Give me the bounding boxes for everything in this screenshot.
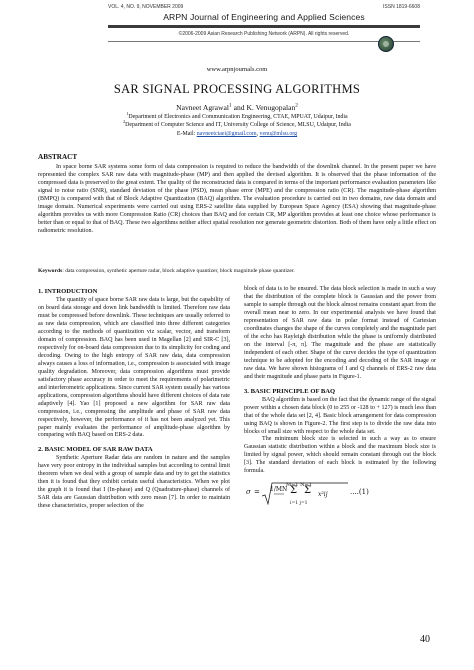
journal-name: ARPN Journal of Engineering and Applied Sciences (163, 12, 365, 22)
keywords-text: : data compression, synthetic aperture radar, block adaptive quantizer, block magnitude phase quantizer. (62, 268, 295, 274)
abstract-body: In space borne SAR systems some form of data compression is required to reduce the bandwidth of the downlink channel. In the present paper we have represented the complex SAR raw data with magnitude-phase (MP) and then applied the devised algorithm. It is observed that the phase information of the compressed data is preserved to the great extent. The quality of the reconstructed data is compared in terms of the important performance evaluation parameters like signal to noise ratio (SNR), standard deviation of the phase (PSD), mean phase error (MPE) and the compression ratio (CR). The magnitude-phase algorithm (BMPQ) is compared with that of Block Adaptive Quantization (BAQ) algorithm. The evaluation procedure is carried out in two domains, raw data domain and image domain. Numerical experiments were carried out using ERS-2 satellite data supplied by European Space Agency (ESA) showing that magnitude-phase algorithm provides us with more Compression Ratio (CR) choices than BAQ and for certain CR, MP algorithm provides at least one choice whose performance is better than or equal to that of BAQ. These two algorithms neither affect spatial resolution nor generate geometric distortion. Both of them have only a little effect on radiometric resolution. (38, 164, 436, 235)
affiliation-1 (0, 111, 474, 120)
header-rule-thin (108, 41, 420, 42)
right-column (244, 286, 436, 508)
section-3-heading: 3. BASIC PRINCIPLE OF BAQ (244, 387, 336, 395)
affiliation-2 (0, 119, 474, 128)
author-separator: and K. Venugopalan (231, 103, 296, 112)
formula-lhs: σ (246, 488, 251, 497)
email-link-2[interactable]: venu@mlsu.org (259, 131, 298, 137)
header-rule (108, 25, 420, 28)
author-2-sup: 2 (295, 102, 298, 109)
email-label: E-Mail: (176, 131, 197, 137)
journal-website[interactable]: www.arpnjournals.com (206, 66, 268, 73)
affiliation-2-sup: 2 (123, 119, 126, 125)
affiliation-1-text: Department of Electronics and Communication Engineering, CTAE, MPUAT, Udaipur, India (128, 114, 348, 120)
affiliation-1-sup: 1 (126, 111, 129, 117)
issn-info: ISSN 1819-6608 (383, 4, 420, 10)
author-1: Navneet Agrawal (176, 103, 230, 112)
header-meta-row (108, 4, 420, 10)
email-link-1[interactable]: navneetctaei@gmail.com (196, 131, 257, 137)
left-column (38, 286, 230, 511)
keywords-line (38, 268, 436, 275)
section-2-continuation: block of data is to be ensured. The data block selection is made in such a way that the distribution of the complete block is Gaussian and the power from sample to sample through out the block almost remains constant apart from the overall mean near to zero. In our experimental analysis we have found that representation of SAR raw data in polar format instead of Cartesian coordinates changes the shape of the curves completely and the magnitude part of the echo has Rayleigh distribution while the phase is uniformly distributed on the interval [-π, π]. The magnitude and the phase are statistically independent of each other. Shape of the curve decides the type of quantization technique to be adopted for the encoding and decoding of the SAR image or raw data. We have shown histograms of I and Q channels of ERS-2 raw data and their magnitude and phase parts in Figure-1. (244, 286, 436, 380)
email-line (0, 131, 474, 137)
formula-lower-limits: i=1 j=1 (290, 501, 308, 507)
section-1-body: The quantity of space borne SAR raw data is large, but the capability of on board data storage and down link bandwidth is limited. Therefore raw data must be compressed before downlink. These techniques are usually referred to as raw data compression, which are classified into three different categories according to the methods of quantization viz scalar, vector, and transform domain of compression. BAQ has been used in Magellan [2] and SIR-C [3], respectively for on-board data compression due to its simplicity for coding and decoding. Owing to the high entropy of SAR raw data, data compression always causes a loss of information, i.e., compression is associated with image quality degradation. Moreover, data compression algorithms must provide satisfactory phase accuracy in order to meet the requirements of polarimetric and interferometric applications. Since current SAR system usually has various applications, compression algorithms should have different choices of data rate adaptively [4]. Yao [1] proposed a new algorithm for SAR raw data compression, i.e., compressing the amplitude and phase of SAR raw data respectively, however, the performance of it has not been analyzed yet. This paper mainly evaluates the performance of amplitude-phase algorithm by comparing with BAQ based on ERS-2 data. (38, 297, 230, 439)
section-2-body: Synthetic Aperture Radar data are random in nature and the samples have very poor entropy in the individual samples but according to central limit theorem when we deal with a group of sample data and try to get the statistics then it is found that they exhibit certain useful characteristics. When we plot the graph it is found that I (In-phase) and Q (Quadrature-phase) channels of SAR data are Gaussian distribution with zero mean [7]. In order to maintain these characteristics, proper selection of the (38, 455, 230, 510)
copyright-notice: ©2006-2009 Asian Research Publishing Network (ARPN). All rights reserved. (178, 31, 350, 37)
keywords-label: Keywords (38, 268, 63, 274)
author-1-sup: 1 (229, 102, 232, 109)
formula-number: ....(1) (350, 488, 369, 497)
page-number: 40 (420, 634, 430, 645)
formula-equals: = (254, 488, 260, 497)
paper-title: SAR SIGNAL PROCESSING ALGORITHMS (113, 82, 361, 96)
formula-fraction: 1/MN (270, 486, 288, 494)
volume-info: VOL. 4, NO. 9, NOVEMBER 2009 (108, 4, 184, 10)
formula-sum-limits: M−1 N−1 (286, 482, 312, 489)
sum-symbol-icon: Σ (304, 485, 312, 497)
section-2-heading: 2. BASIC MODEL OF SAR RAW DATA (38, 446, 153, 454)
email-separator: , (256, 131, 260, 137)
std-dev-formula (244, 480, 436, 508)
section-3-body-2: The minimum block size is selected in such a way as to ensure Gaussian statistic distribution within a block and the maximum block size is limited by signal power, which should remain constant through out the block [3]. The standard deviation of each block is estimated by the following formula. (244, 436, 436, 475)
section-3-body-1: BAQ algorithm is based on the fact that the dynamic range of the signal power within a chosen data block (0 to 255 or -128 to + 127) is much less than that of the whole data set [2, 4]. Basic block arrangement for data compression using BAQ is shown in Figure-2. The first step is to divide the raw data into blocks of small size with respect to the whole data set. (244, 396, 436, 435)
formula-term: x²ij (318, 491, 328, 499)
sum-symbol-icon: Σ (290, 485, 298, 497)
author-line (0, 103, 474, 112)
journal-logo-icon (378, 36, 394, 52)
abstract-heading: ABSTRACT (38, 153, 78, 161)
section-1-heading: 1. INTRODUCTION (38, 288, 98, 295)
journal-header (0, 0, 474, 62)
affiliation-2-text: Department of Computer Science and IT, University College of Science, MLSU, Udaipur, India (125, 122, 351, 128)
